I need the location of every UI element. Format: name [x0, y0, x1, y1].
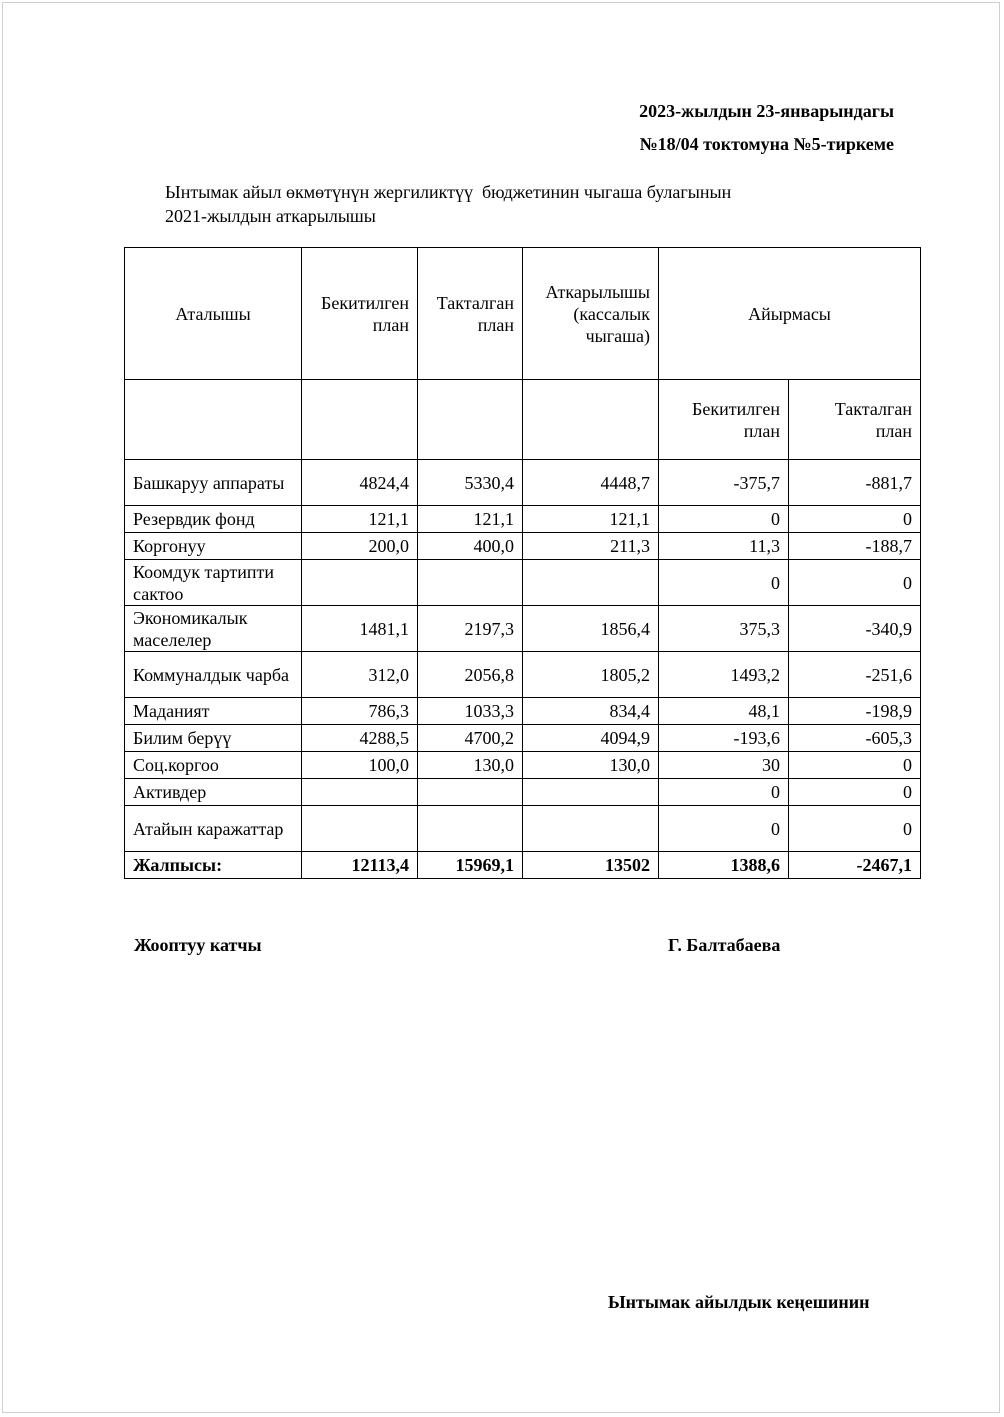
- row-execution: 1856,4: [523, 606, 659, 652]
- row-adjusted: 4700,2: [418, 725, 523, 752]
- row-approved: 4824,4: [302, 460, 418, 506]
- row-approved: [302, 560, 418, 606]
- subheader-empty: [302, 380, 418, 460]
- row-approved: 100,0: [302, 752, 418, 779]
- row-execution: [523, 779, 659, 806]
- row-execution: 130,0: [523, 752, 659, 779]
- row-diff-adjusted: 0: [789, 779, 921, 806]
- row-diff-adjusted: -605,3: [789, 725, 921, 752]
- row-adjusted: 400,0: [418, 533, 523, 560]
- row-name: Соц.коргоо: [125, 752, 302, 779]
- row-name: Коомдук тартипти сактоо: [125, 560, 302, 606]
- row-name: Маданият: [125, 698, 302, 725]
- row-adjusted: 130,0: [418, 752, 523, 779]
- row-approved: 786,3: [302, 698, 418, 725]
- title-line-1: Ынтымак айыл өкмөтүнүн жергиликтүү бюджетинин чыгаша булагынын: [165, 182, 732, 202]
- table-row: [125, 606, 921, 652]
- row-name: Активдер: [125, 779, 302, 806]
- row-approved: 4288,5: [302, 725, 418, 752]
- subheader-empty: [125, 380, 302, 460]
- row-diff-adjusted: 0: [789, 806, 921, 852]
- table-row: [125, 506, 921, 533]
- row-diff-approved: -375,7: [659, 460, 789, 506]
- row-approved: 1481,1: [302, 606, 418, 652]
- table-row: [125, 460, 921, 506]
- row-adjusted: 2056,8: [418, 652, 523, 698]
- row-adjusted: [418, 560, 523, 606]
- row-adjusted: [418, 779, 523, 806]
- table-row: [125, 779, 921, 806]
- row-execution: 1805,2: [523, 652, 659, 698]
- row-approved: 200,0: [302, 533, 418, 560]
- table-row: [125, 806, 921, 852]
- header-name: Аталышы: [125, 248, 302, 380]
- header-decree-line: №18/04 токтомуна №5-тиркеме: [639, 134, 894, 154]
- document-title: [165, 180, 731, 228]
- table-row: [125, 752, 921, 779]
- table-row: [125, 560, 921, 606]
- table-row: [125, 725, 921, 752]
- total-execution: 13502: [523, 852, 659, 879]
- row-name: Коммуналдык чарба: [125, 652, 302, 698]
- row-name: Коргонуу: [125, 533, 302, 560]
- row-execution: 4448,7: [523, 460, 659, 506]
- row-diff-approved: 375,3: [659, 606, 789, 652]
- total-diff-adjusted: -2467,1: [789, 852, 921, 879]
- row-diff-approved: 0: [659, 560, 789, 606]
- header-diff-adjusted: Такталган план: [789, 380, 921, 460]
- row-execution: [523, 806, 659, 852]
- row-diff-approved: 1493,2: [659, 652, 789, 698]
- row-execution: 4094,9: [523, 725, 659, 752]
- footer-council-line: Ынтымак айылдык кеңешинин: [608, 1292, 870, 1312]
- row-adjusted: 1033,3: [418, 698, 523, 725]
- table-subheader-row: [125, 380, 921, 460]
- total-approved: 12113,4: [302, 852, 418, 879]
- total-adjusted: 15969,1: [418, 852, 523, 879]
- row-adjusted: 2197,3: [418, 606, 523, 652]
- header-adjusted-plan: Такталган план: [418, 248, 523, 380]
- row-diff-approved: 11,3: [659, 533, 789, 560]
- row-name: Экономикалык маселелер: [125, 606, 302, 652]
- row-diff-approved: 0: [659, 506, 789, 533]
- row-diff-adjusted: 0: [789, 752, 921, 779]
- table-header-row: [125, 248, 921, 380]
- row-approved: [302, 806, 418, 852]
- row-diff-adjusted: -340,9: [789, 606, 921, 652]
- row-diff-approved: 0: [659, 779, 789, 806]
- header-diff-approved: Бекитилген план: [659, 380, 789, 460]
- row-name: Билим берүү: [125, 725, 302, 752]
- row-diff-adjusted: -198,9: [789, 698, 921, 725]
- total-label: Жалпысы:: [125, 852, 302, 879]
- title-line-2: 2021-жылдын аткарылышы: [165, 206, 376, 226]
- header-difference: Айырмасы: [659, 248, 921, 380]
- table-row: [125, 652, 921, 698]
- signature-name: Г. Балтабаева: [668, 935, 781, 955]
- row-diff-adjusted: -881,7: [789, 460, 921, 506]
- row-name: Башкаруу аппараты: [125, 460, 302, 506]
- row-diff-approved: -193,6: [659, 725, 789, 752]
- row-diff-adjusted: 0: [789, 506, 921, 533]
- total-diff-approved: 1388,6: [659, 852, 789, 879]
- row-diff-adjusted: -251,6: [789, 652, 921, 698]
- subheader-empty: [523, 380, 659, 460]
- header-date-line: 2023-жылдын 23-январындагы: [639, 101, 894, 121]
- row-name: Резервдик фонд: [125, 506, 302, 533]
- table-row: [125, 533, 921, 560]
- row-approved: 121,1: [302, 506, 418, 533]
- row-diff-approved: 48,1: [659, 698, 789, 725]
- row-adjusted: [418, 806, 523, 852]
- row-diff-adjusted: 0: [789, 560, 921, 606]
- row-execution: [523, 560, 659, 606]
- row-execution: 834,4: [523, 698, 659, 725]
- row-adjusted: 121,1: [418, 506, 523, 533]
- table-row: [125, 698, 921, 725]
- subheader-empty: [418, 380, 523, 460]
- header-execution: Аткарылышы (кассалык чыгаша): [523, 248, 659, 380]
- budget-table: [124, 247, 921, 879]
- row-name: Атайын каражаттар: [125, 806, 302, 852]
- row-diff-approved: 0: [659, 806, 789, 852]
- row-diff-approved: 30: [659, 752, 789, 779]
- header-approved-plan: Бекитилген план: [302, 248, 418, 380]
- row-adjusted: 5330,4: [418, 460, 523, 506]
- signature-role: Жооптуу катчы: [134, 935, 262, 955]
- row-execution: 121,1: [523, 506, 659, 533]
- row-approved: 312,0: [302, 652, 418, 698]
- row-approved: [302, 779, 418, 806]
- row-execution: 211,3: [523, 533, 659, 560]
- table-total-row: [125, 852, 921, 879]
- row-diff-adjusted: -188,7: [789, 533, 921, 560]
